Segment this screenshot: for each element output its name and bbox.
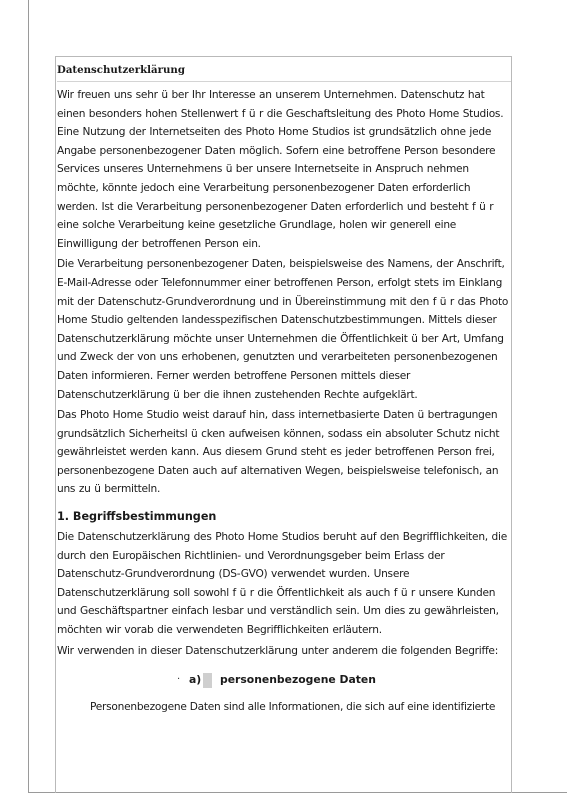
section-paragraph-2: Wir verwenden in dieser Datenschutzerklärung unter anderem die folgenden Begriffe: [57,644,499,657]
section-paragraph-1: Die Datenschutzerklärung des Photo Home Studios beruht auf den Begrifflichkeiten, die durch den Europäischen Richtlinien- und Verordnungsgeber beim Erlass der Datenschutz-Grundverordnung (DS-GVO) verwendet wurden. Unsere Datenschutzerklärung soll sowohl f ü r die Öffentlichkeit als auch f ü r unsere Kunden und Geschäftspartner einfach lesbar und verständlich sein. Um dies zu gewährleisten, möchten wir vorab die verwendeten Begrifflichkeiten erläutern. [57,531,507,637]
intro-paragraph-1: Wir freuen uns sehr ü ber Ihr Interesse an unserem Unternehmen. Datenschutz hat einen besonders hohen Stellenwert f ü r die Geschaftsleitung des Photo Home Studios. Eine Nutzung der Internetseiten des Photo Home Studios ist grundsätzlich ohne jede Angabe personenbezogener Daten möglich. Sofern eine betroffene Person besondere Services unseres Unternehmens ü ber unsere Internetseite in Anspruch nehmen möchte, könnte jedoch eine Verarbeitung personenbezogener Daten erforderlich werden. Ist die Verarbeitung personenbezogener Daten erforderlich und besteht f ü r eine solche Verarbeitung keine gesetzliche Grundlage, holen wir generell eine Einwilligung der betroffenen Person ein. [57,89,504,250]
section-heading: 1. Begriffsbestimmungen [57,510,217,524]
list-item-label: personenbezogene Daten [220,673,376,687]
intro-paragraph-3: Das Photo Home Studio weist darauf hin, dass internetbasierte Daten ü bertragungen grundsätzlich Sicherheitsl ü cken aufweisen können, sodass ein absoluter Schutz nicht gewährleistet werden kann. Aus diesem Grund steht es jeder betroffenen Person frei, personenbezogene Daten auch auf alternativen Wegen, beispielsweise telefonisch, an uns zu ü bermitteln. [57,409,500,496]
list-item-description: Personenbezogene Daten sind alle Informationen, die sich auf eine identifizierte [90,701,496,714]
list-marker: a) [189,673,202,687]
list-marker-highlight [203,673,212,688]
list-item [177,671,511,689]
document-title: Datenschutzerklärung [57,64,511,82]
intro-paragraph-2: Die Verarbeitung personenbezogener Daten, beispielsweise des Namens, der Anschrift, E-Mail-Adresse oder Telefonnummer einer betroffenen Person, erfolgt stets im Einklang mit der Datenschutz-Grundverordnung und in Übereinstimmung mit den f ü r das Photo Home Studio geltenden landesspezifischen Datenschutzbestimmungen. Mittels dieser Datenschutzerklärung möchte unser Unternehmen die Öffentlichkeit ü ber Art, Umfang und Zweck der von uns erhobenen, genutzten und verarbeiteten personenbezogenen Daten informieren. Ferner werden betroffene Personen mittels dieser Datenschutzerklärung ü ber die ihnen zustehenden Rechte aufgeklärt. [57,258,509,401]
document-text-area[interactable] [55,56,512,793]
bullet-icon: · [177,674,181,686]
